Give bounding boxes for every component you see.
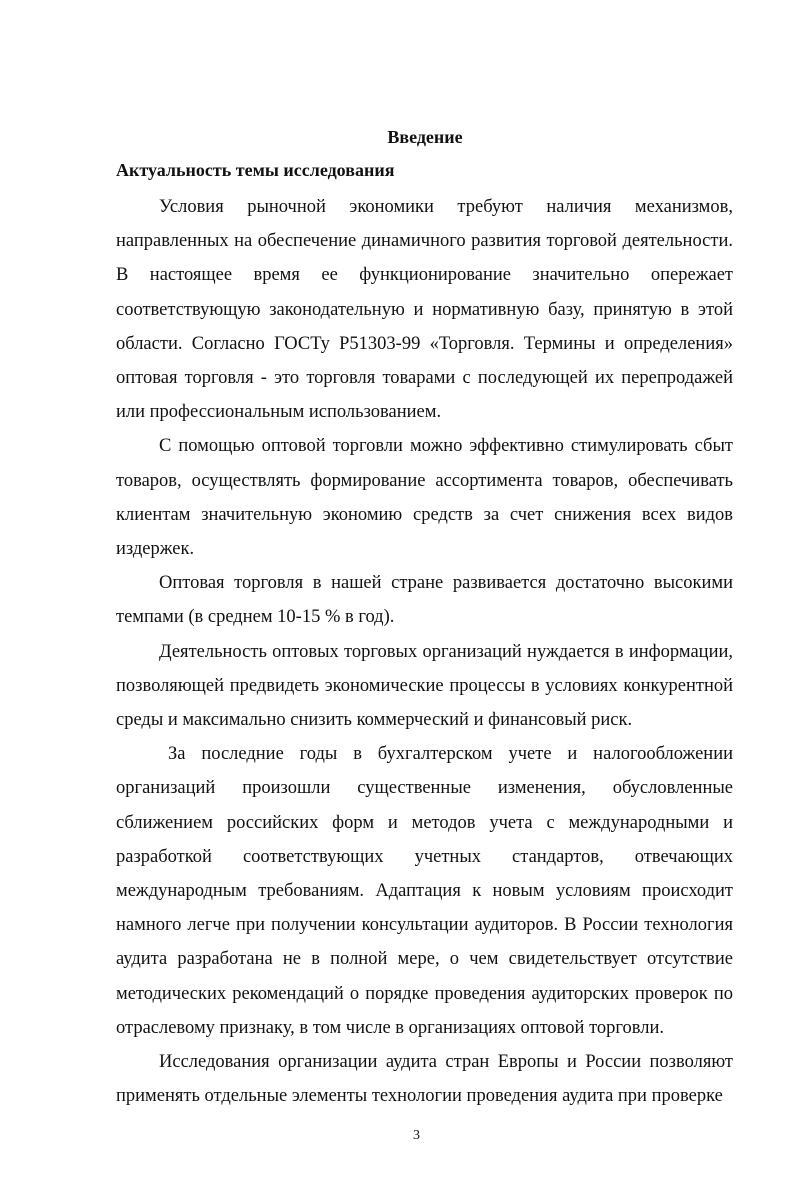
paragraph: Исследования организации аудита стран Европы и России позволяют применять отдельные элементы технологии проведения аудита при проверке — [116, 1052, 733, 1107]
page-number: 3 — [413, 1128, 420, 1143]
paragraph: Условия рыночной экономики требуют наличия механизмов, направленных на обеспечение динамичного развития торговой деятельности. В настоящее время ее функционирование значительно опережает соответствующую законодательную и нормативную базу, принятую в этой области. Согласно ГОСТу Р51303-99 «Торговля. Термины и определения» оптовая торговля - это торговля товарами с последующей их перепродажей или профессиональным использованием. — [116, 197, 733, 423]
paragraph: Оптовая торговля в нашей стране развивается достаточно высокими темпами (в среднем 10-15 % в год). — [116, 573, 733, 628]
paragraph: С помощью оптовой торговли можно эффективно стимулировать сбыт товаров, осуществлять формирование ассортимента товаров, обеспечивать клиентам значительную экономию средств за счет снижения всех видов издержек. — [116, 436, 733, 560]
section-heading: Введение — [387, 127, 463, 147]
paragraph: Деятельность оптовых торговых организаций нуждается в информации, позволяющей предвидеть экономические процессы в условиях конкурентной среды и максимально снизить коммерческий и финансовый риск. — [116, 641, 733, 731]
body-text — [116, 190, 733, 1113]
subsection-heading: Актуальность темы исследования — [116, 160, 395, 180]
paragraph: За последние годы в бухгалтерском учете и налогообложении организаций произошли существенные изменения, обусловленные сближением российских форм и методов учета с международными и разработкой соответствующих учетных стандартов, отвечающих международным требованиям. Адаптация к новым условиям происходит намного легче при получении консультации аудиторов. В России технология аудита разработана не в полной мере, о чем свидетельствует отсутствие методических рекомендаций о порядке проведения аудиторских проверок по отраслевому признаку, в том числе в организациях оптовой торговли. — [116, 744, 733, 1038]
